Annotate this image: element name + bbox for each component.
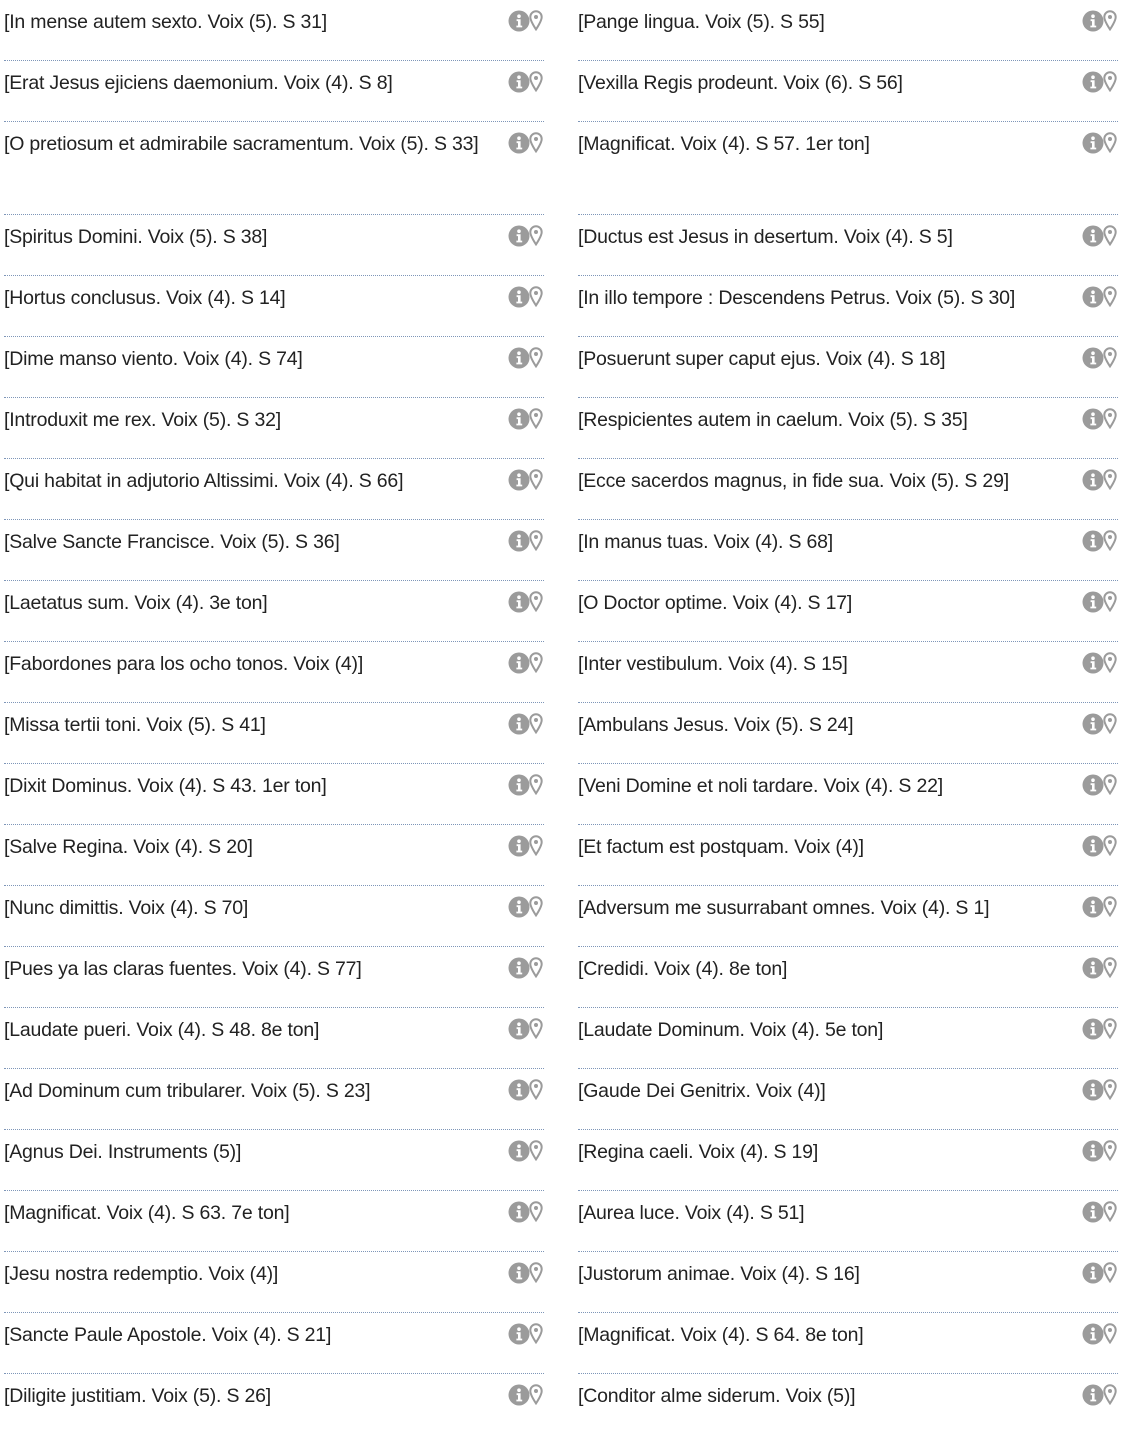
info-icon[interactable] <box>1082 225 1104 247</box>
info-icon[interactable] <box>508 957 530 979</box>
list-item <box>4 1191 544 1252</box>
info-icon[interactable] <box>508 652 530 674</box>
info-icon[interactable] <box>508 1323 530 1345</box>
list-item <box>4 276 544 337</box>
works-list-right <box>578 0 1118 1435</box>
work-title-link[interactable]: [Fabordones para los ocho tonos. Voix (4)] <box>4 653 364 675</box>
list-item <box>4 1374 544 1435</box>
list-item <box>578 1069 1118 1130</box>
list-item <box>4 1069 544 1130</box>
work-title-link[interactable]: [Missa tertii toni. Voix (5). S 41] <box>4 714 266 736</box>
info-icon[interactable] <box>508 1018 530 1040</box>
map-pin-icon[interactable] <box>1103 1262 1117 1283</box>
map-pin-icon[interactable] <box>529 1018 543 1039</box>
map-pin-icon[interactable] <box>529 774 543 795</box>
item-actions <box>504 1139 544 1163</box>
map-pin-icon[interactable] <box>529 1323 543 1344</box>
info-icon[interactable] <box>1082 896 1104 918</box>
map-pin-icon[interactable] <box>1103 286 1117 307</box>
item-actions <box>1078 1078 1118 1102</box>
list-item <box>578 886 1118 947</box>
map-pin-icon[interactable] <box>1103 469 1117 490</box>
work-title-link[interactable]: [Pues ya las claras fuentes. Voix (4). S 77] <box>4 958 362 980</box>
list-item <box>4 1252 544 1313</box>
item-actions <box>1078 529 1118 553</box>
list-item <box>578 0 1118 61</box>
info-icon[interactable] <box>508 347 530 369</box>
item-actions <box>504 651 544 675</box>
info-icon[interactable] <box>508 774 530 796</box>
work-title-link[interactable]: [In illo tempore : Descendens Petrus. Voix (5). S 30] <box>578 287 1016 309</box>
item-actions <box>504 590 544 614</box>
list-item <box>4 61 544 122</box>
work-title-link[interactable]: [Sancte Paule Apostole. Voix (4). S 21] <box>4 1324 332 1346</box>
map-pin-icon[interactable] <box>1103 652 1117 673</box>
item-actions <box>504 1078 544 1102</box>
item-actions <box>1078 773 1118 797</box>
work-title-link[interactable]: [Magnificat. Voix (4). S 57. 1er ton] <box>578 133 870 155</box>
work-title-link[interactable]: [Respicientes autem in caelum. Voix (5). S 35] <box>578 409 968 431</box>
work-title-link[interactable]: [Salve Sancte Francisce. Voix (5). S 36] <box>4 531 340 553</box>
map-pin-icon[interactable] <box>1103 713 1117 734</box>
item-actions <box>504 1200 544 1224</box>
map-pin-icon[interactable] <box>529 530 543 551</box>
info-icon[interactable] <box>1082 347 1104 369</box>
info-icon[interactable] <box>508 1262 530 1284</box>
work-title-link[interactable]: [Spiritus Domini. Voix (5). S 38] <box>4 226 268 248</box>
list-item <box>4 947 544 1008</box>
info-icon[interactable] <box>1082 957 1104 979</box>
map-pin-icon[interactable] <box>529 896 543 917</box>
info-icon[interactable] <box>1082 71 1104 93</box>
map-pin-icon[interactable] <box>1103 591 1117 612</box>
map-pin-icon[interactable] <box>529 347 543 368</box>
info-icon[interactable] <box>1082 1384 1104 1406</box>
map-pin-icon[interactable] <box>529 1384 543 1405</box>
map-pin-icon[interactable] <box>1103 1384 1117 1405</box>
map-pin-icon[interactable] <box>529 1079 543 1100</box>
item-actions <box>1078 895 1118 919</box>
item-actions <box>504 468 544 492</box>
list-item <box>578 1252 1118 1313</box>
map-pin-icon[interactable] <box>529 225 543 246</box>
map-pin-icon[interactable] <box>1103 774 1117 795</box>
info-icon[interactable] <box>1082 713 1104 735</box>
map-pin-icon[interactable] <box>529 408 543 429</box>
map-pin-icon[interactable] <box>1103 835 1117 856</box>
list-item <box>578 764 1118 825</box>
info-icon[interactable] <box>1082 835 1104 857</box>
map-pin-icon[interactable] <box>529 132 543 153</box>
info-icon[interactable] <box>1082 408 1104 430</box>
map-pin-icon[interactable] <box>529 652 543 673</box>
item-actions <box>1078 1017 1118 1041</box>
map-pin-icon[interactable] <box>1103 1140 1117 1161</box>
list-item <box>578 215 1118 276</box>
item-actions <box>504 9 544 33</box>
item-actions <box>504 956 544 980</box>
list-item <box>4 337 544 398</box>
list-item <box>578 276 1118 337</box>
item-actions <box>1078 131 1118 155</box>
work-title-link[interactable]: [Aurea luce. Voix (4). S 51] <box>578 1202 805 1224</box>
info-icon[interactable] <box>1082 774 1104 796</box>
list-item <box>4 0 544 61</box>
work-title-link[interactable]: [O pretiosum et admirabile sacramentum. Voix (5). S 33] <box>4 133 479 155</box>
map-pin-icon[interactable] <box>1103 1018 1117 1039</box>
work-title-link[interactable]: [Et factum est postquam. Voix (4)] <box>578 836 864 858</box>
map-pin-icon[interactable] <box>1103 408 1117 429</box>
works-list-left <box>4 0 544 1435</box>
item-actions <box>504 285 544 309</box>
info-icon[interactable] <box>1082 132 1104 154</box>
work-title-link[interactable]: [Salve Regina. Voix (4). S 20] <box>4 836 253 858</box>
info-icon[interactable] <box>508 530 530 552</box>
map-pin-icon[interactable] <box>529 835 543 856</box>
work-title-link[interactable]: [In mense autem sexto. Voix (5). S 31] <box>4 11 327 33</box>
list-item <box>4 703 544 764</box>
list-item <box>4 642 544 703</box>
list-item <box>4 1313 544 1374</box>
info-icon[interactable] <box>508 225 530 247</box>
info-icon[interactable] <box>1082 591 1104 613</box>
map-pin-icon[interactable] <box>529 286 543 307</box>
work-title-link[interactable]: [Justorum animae. Voix (4). S 16] <box>578 1263 860 1285</box>
item-actions <box>504 224 544 248</box>
map-pin-icon[interactable] <box>529 71 543 92</box>
work-title-link[interactable]: [Ambulans Jesus. Voix (5). S 24] <box>578 714 854 736</box>
info-icon[interactable] <box>1082 1262 1104 1284</box>
work-title-link[interactable]: [In manus tuas. Voix (4). S 68] <box>578 531 834 553</box>
map-pin-icon[interactable] <box>529 10 543 31</box>
item-actions <box>1078 590 1118 614</box>
list-item <box>578 1130 1118 1191</box>
info-icon[interactable] <box>508 71 530 93</box>
info-icon[interactable] <box>508 1140 530 1162</box>
map-pin-icon[interactable] <box>1103 896 1117 917</box>
list-item <box>578 1374 1118 1435</box>
work-title-link[interactable]: [Ecce sacerdos magnus, in fide sua. Voix (5). S 29] <box>578 470 1009 492</box>
map-pin-icon[interactable] <box>529 1201 543 1222</box>
item-actions <box>1078 1383 1118 1407</box>
list-item <box>4 825 544 886</box>
list-item <box>578 337 1118 398</box>
list-item <box>578 459 1118 520</box>
item-actions <box>1078 834 1118 858</box>
work-title-link[interactable]: [Magnificat. Voix (4). S 63. 7e ton] <box>4 1202 290 1224</box>
item-actions <box>504 834 544 858</box>
map-pin-icon[interactable] <box>529 469 543 490</box>
work-title-link[interactable]: [Dixit Dominus. Voix (4). S 43. 1er ton] <box>4 775 327 797</box>
map-pin-icon[interactable] <box>529 591 543 612</box>
item-actions <box>1078 285 1118 309</box>
list-item <box>578 1008 1118 1069</box>
list-item <box>4 1130 544 1191</box>
work-title-link[interactable]: [Jesu nostra redemptio. Voix (4)] <box>4 1263 279 1285</box>
info-icon[interactable] <box>1082 1079 1104 1101</box>
map-pin-icon[interactable] <box>1103 71 1117 92</box>
info-icon[interactable] <box>508 469 530 491</box>
item-actions <box>504 131 544 155</box>
info-icon[interactable] <box>508 132 530 154</box>
item-actions <box>504 1261 544 1285</box>
work-title-link[interactable]: [Adversum me susurrabant omnes. Voix (4). S 1] <box>578 897 990 919</box>
info-icon[interactable] <box>508 10 530 32</box>
item-actions <box>1078 9 1118 33</box>
list-item <box>578 825 1118 886</box>
map-pin-icon[interactable] <box>1103 225 1117 246</box>
item-actions <box>504 407 544 431</box>
work-title-link[interactable]: [Inter vestibulum. Voix (4). S 15] <box>578 653 848 675</box>
info-icon[interactable] <box>508 286 530 308</box>
work-title-link[interactable]: [Qui habitat in adjutorio Altissimi. Voix (4). S 66] <box>4 470 404 492</box>
list-item <box>578 61 1118 122</box>
item-actions <box>1078 1322 1118 1346</box>
list-item <box>578 1191 1118 1252</box>
list-item <box>4 215 544 276</box>
work-title-link[interactable]: [Nunc dimittis. Voix (4). S 70] <box>4 897 249 919</box>
work-title-link[interactable]: [Credidi. Voix (4). 8e ton] <box>578 958 788 980</box>
work-title-link[interactable]: [Laetatus sum. Voix (4). 3e ton] <box>4 592 268 614</box>
work-title-link[interactable]: [Pange lingua. Voix (5). S 55] <box>578 11 825 33</box>
list-item <box>578 581 1118 642</box>
list-item <box>578 1313 1118 1374</box>
map-pin-icon[interactable] <box>529 1140 543 1161</box>
item-actions <box>1078 651 1118 675</box>
map-pin-icon[interactable] <box>529 1262 543 1283</box>
item-actions <box>1078 224 1118 248</box>
work-title-link[interactable]: [Gaude Dei Genitrix. Voix (4)] <box>578 1080 826 1102</box>
info-icon[interactable] <box>508 835 530 857</box>
item-actions <box>504 70 544 94</box>
list-item <box>4 459 544 520</box>
item-actions <box>1078 407 1118 431</box>
list-item <box>4 581 544 642</box>
map-pin-icon[interactable] <box>529 957 543 978</box>
list-item <box>578 642 1118 703</box>
list-item <box>4 520 544 581</box>
work-title-link[interactable]: [Diligite justitiam. Voix (5). S 26] <box>4 1385 271 1407</box>
info-icon[interactable] <box>508 713 530 735</box>
info-icon[interactable] <box>1082 286 1104 308</box>
list-item <box>4 122 544 215</box>
work-title-link[interactable]: [Vexilla Regis prodeunt. Voix (6). S 56] <box>578 72 903 94</box>
work-title-link[interactable]: [Dime manso viento. Voix (4). S 74] <box>4 348 303 370</box>
list-item <box>4 398 544 459</box>
info-icon[interactable] <box>508 1079 530 1101</box>
map-pin-icon[interactable] <box>1103 530 1117 551</box>
info-icon[interactable] <box>508 591 530 613</box>
item-actions <box>504 1383 544 1407</box>
item-actions <box>504 529 544 553</box>
list-item <box>4 764 544 825</box>
work-title-link[interactable]: [Introduxit me rex. Voix (5). S 32] <box>4 409 281 431</box>
info-icon[interactable] <box>508 408 530 430</box>
info-icon[interactable] <box>1082 1140 1104 1162</box>
item-actions <box>1078 1139 1118 1163</box>
info-icon[interactable] <box>1082 530 1104 552</box>
map-pin-icon[interactable] <box>1103 347 1117 368</box>
map-pin-icon[interactable] <box>1103 957 1117 978</box>
info-icon[interactable] <box>1082 1201 1104 1223</box>
map-pin-icon[interactable] <box>1103 1323 1117 1344</box>
work-title-link[interactable]: [Veni Domine et noli tardare. Voix (4). S 22] <box>578 775 943 797</box>
work-title-link[interactable]: [Posuerunt super caput ejus. Voix (4). S 18] <box>578 348 946 370</box>
item-actions <box>1078 712 1118 736</box>
map-pin-icon[interactable] <box>1103 10 1117 31</box>
list-item <box>578 520 1118 581</box>
list-item <box>578 122 1118 215</box>
item-actions <box>504 895 544 919</box>
item-actions <box>1078 346 1118 370</box>
item-actions <box>504 712 544 736</box>
item-actions <box>504 1017 544 1041</box>
work-title-link[interactable]: [Agnus Dei. Instruments (5)] <box>4 1141 242 1163</box>
list-item <box>4 886 544 947</box>
list-item <box>578 398 1118 459</box>
work-title-link[interactable]: [Laudate pueri. Voix (4). S 48. 8e ton] <box>4 1019 320 1041</box>
info-icon[interactable] <box>508 1201 530 1223</box>
list-item <box>578 703 1118 764</box>
map-pin-icon[interactable] <box>1103 132 1117 153</box>
work-title-link[interactable]: [Regina caeli. Voix (4). S 19] <box>578 1141 819 1163</box>
work-title-link[interactable]: [Hortus conclusus. Voix (4). S 14] <box>4 287 286 309</box>
item-actions <box>1078 1200 1118 1224</box>
info-icon[interactable] <box>1082 652 1104 674</box>
info-icon[interactable] <box>1082 1323 1104 1345</box>
info-icon[interactable] <box>508 896 530 918</box>
item-actions <box>1078 468 1118 492</box>
work-title-link[interactable]: [O Doctor optime. Voix (4). S 17] <box>578 592 853 614</box>
list-item <box>4 1008 544 1069</box>
map-pin-icon[interactable] <box>1103 1201 1117 1222</box>
info-icon[interactable] <box>1082 10 1104 32</box>
work-title-link[interactable]: [Laudate Dominum. Voix (4). 5e ton] <box>578 1019 884 1041</box>
work-title-link[interactable]: [Ad Dominum cum tribularer. Voix (5). S 23] <box>4 1080 371 1102</box>
item-actions <box>1078 70 1118 94</box>
item-actions <box>504 346 544 370</box>
list-item <box>578 947 1118 1008</box>
work-title-link[interactable]: [Magnificat. Voix (4). S 64. 8e ton] <box>578 1324 864 1346</box>
info-icon[interactable] <box>1082 469 1104 491</box>
work-title-link[interactable]: [Erat Jesus ejiciens daemonium. Voix (4). S 8] <box>4 72 393 94</box>
item-actions <box>504 773 544 797</box>
work-title-link[interactable]: [Conditor alme siderum. Voix (5)] <box>578 1385 856 1407</box>
item-actions <box>1078 956 1118 980</box>
info-icon[interactable] <box>1082 1018 1104 1040</box>
map-pin-icon[interactable] <box>529 713 543 734</box>
item-actions <box>1078 1261 1118 1285</box>
map-pin-icon[interactable] <box>1103 1079 1117 1100</box>
item-actions <box>504 1322 544 1346</box>
info-icon[interactable] <box>508 1384 530 1406</box>
work-title-link[interactable]: [Ductus est Jesus in desertum. Voix (4). S 5] <box>578 226 953 248</box>
